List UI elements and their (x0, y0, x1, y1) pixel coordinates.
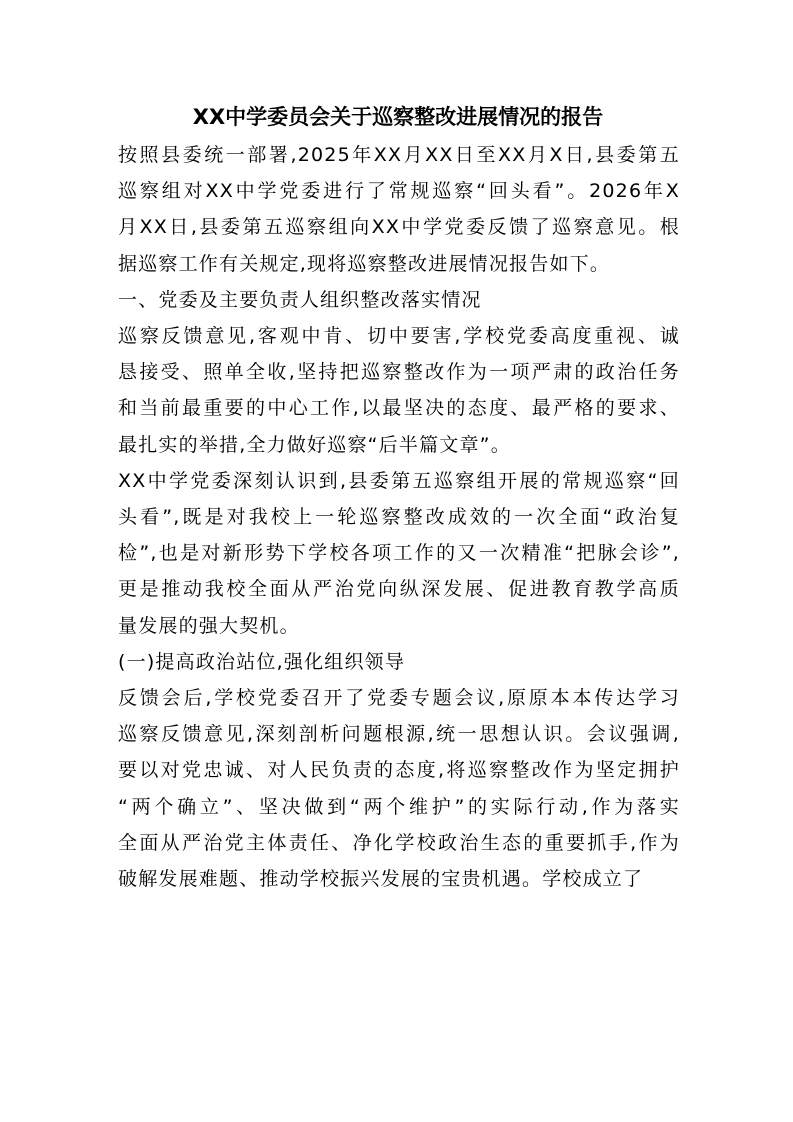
text-line: 反馈会后,学校党委召开了党委专题会议,原原本本传达学习 (118, 687, 680, 710)
text-line: 据巡察工作有关规定,现将巡察整改进展情况报告如下。 (118, 252, 611, 275)
text-line: 月XX日,县委第五巡察组向XX中学党委反馈了巡察意见。根 (118, 216, 680, 239)
paragraph (118, 318, 680, 463)
document-body (118, 137, 680, 897)
text-line: (一)提高政治站位,强化组织领导 (118, 650, 406, 673)
text-line: 头看”,既是对我校上一轮巡察整改成效的一次全面“政治复 (118, 506, 680, 529)
text-line: 更是推动我校全面从严治党向纵深发展、促进教育教学高质 (118, 578, 680, 601)
text-line: “两个确立”、坚决做到“两个维护”的实际行动,作为落实 (118, 795, 680, 818)
text-line: 全面从严治党主体责任、净化学校政治生态的重要抓手,作为 (118, 831, 680, 854)
text-line: 要以对党忠诚、对人民负责的态度,将巡察整改作为坚定拥护 (118, 759, 680, 782)
text-line: 按照县委统一部署,2025年XX月XX日至XX月X日,县委第五 (118, 144, 680, 166)
document-title: XX中学委员会关于巡察整改进展情况的报告 (192, 105, 604, 129)
text-line: XX中学党委深刻认识到,县委第五巡察组开展的常规巡察“回 (118, 469, 680, 492)
paragraph (118, 137, 680, 282)
text-line: 破解发展难题、推动学校振兴发展的宝贵机遇。学校成立了 (118, 868, 644, 891)
text-line: 巡察组对XX中学党委进行了常规巡察“回头看”。2026年X (118, 180, 680, 203)
section-heading (118, 644, 680, 680)
text-line: 检”,也是对新形势下学校各项工作的又一次精准“把脉会诊”, (118, 542, 680, 565)
text-line: 巡察反馈意见,客观中肯、切中要害,学校党委高度重视、诚 (118, 325, 680, 348)
paragraph (118, 680, 680, 897)
text-line: 一、党委及主要负责人组织整改落实情况 (118, 288, 482, 311)
section-heading (118, 282, 680, 318)
text-line: 巡察反馈意见,深刻剖析问题根源,统一思想认识。会议强调, (118, 723, 680, 746)
text-line: 和当前最重要的中心工作,以最坚决的态度、最严格的要求、 (118, 397, 680, 420)
text-line: 量发展的强大契机。 (118, 614, 300, 637)
paragraph (118, 463, 680, 644)
text-line: 最扎实的举措,全力做好巡察“后半篇文章”。 (118, 433, 511, 456)
text-line: 恳接受、照单全收,坚持把巡察整改作为一项严肃的政治任务 (118, 361, 680, 384)
